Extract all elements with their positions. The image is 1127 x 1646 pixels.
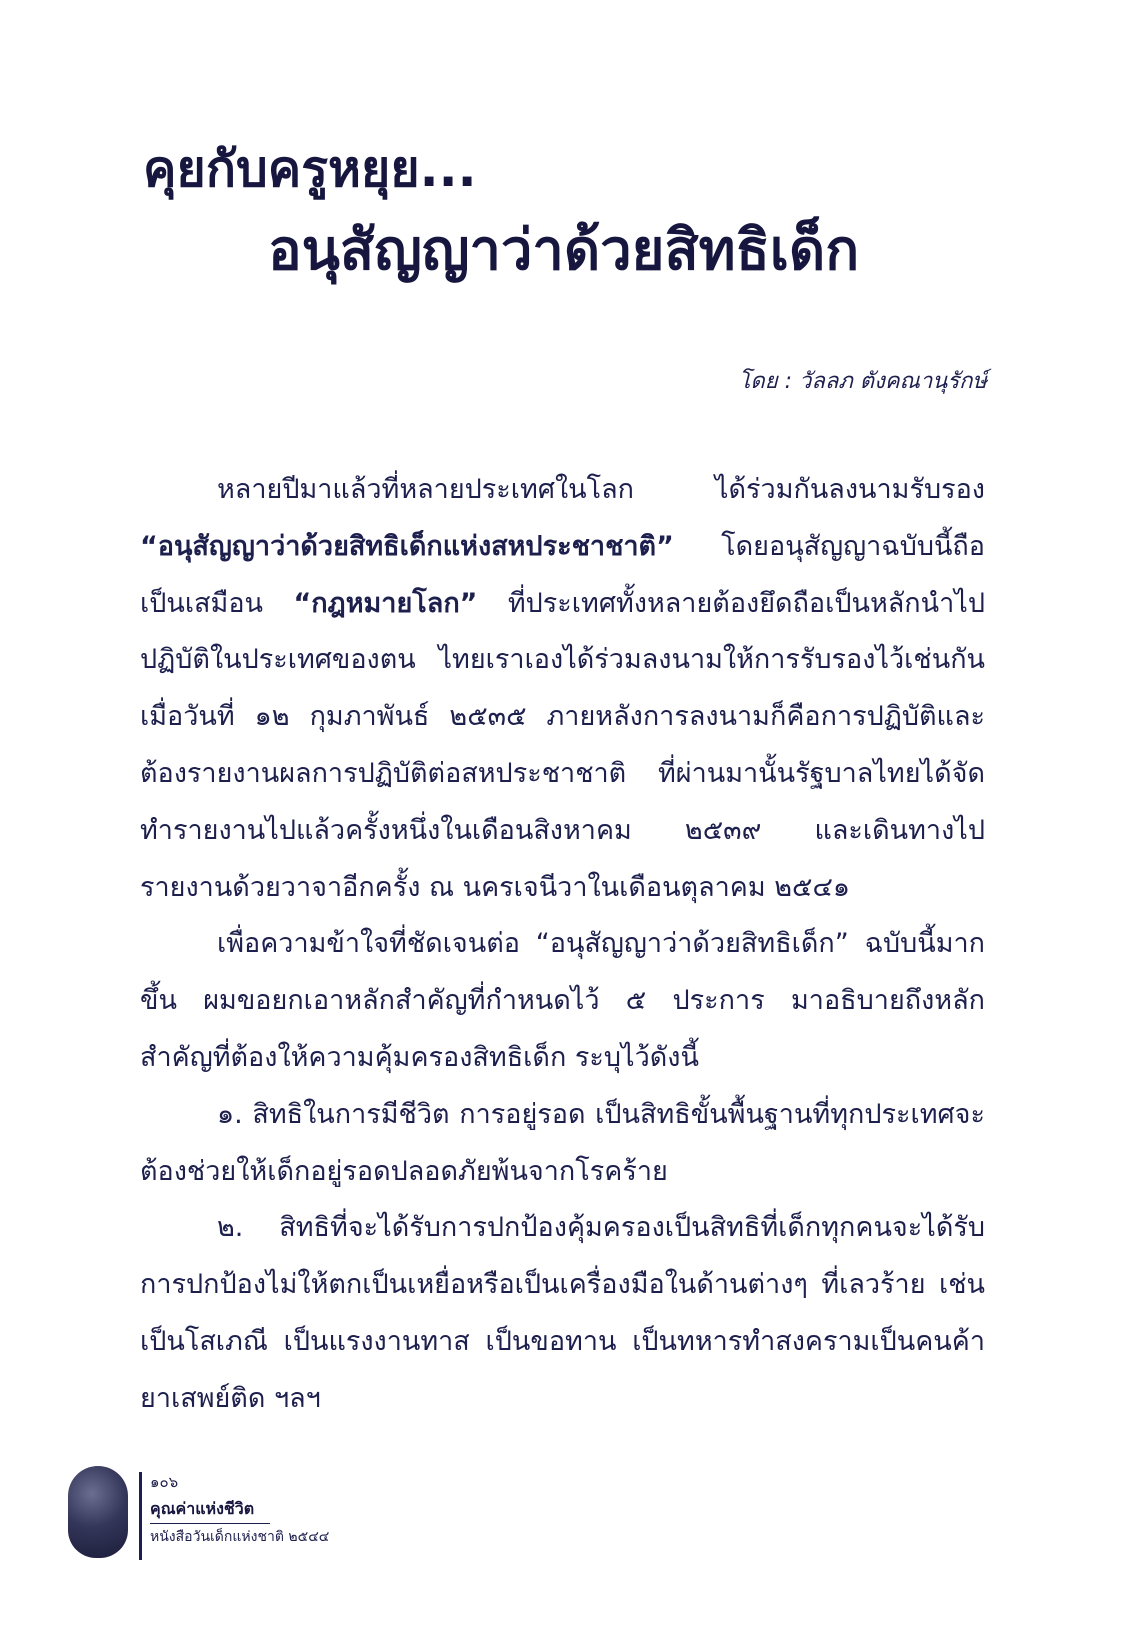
paragraph-intro-text-1: หลายปีมาแล้วที่หลายประเทศในโลก ได้ร่วมกันลงนามรับรอง <box>217 474 985 505</box>
page-number: ๑๐๖ <box>150 1473 179 1491</box>
page-footer <box>68 1466 388 1566</box>
book-title: คุณค่าแห่งชีวิต <box>150 1499 255 1518</box>
book-subtitle: หนังสือวันเด็กแห่งชาติ ๒๕๔๔ <box>150 1529 330 1545</box>
convention-name-bold: “อนุสัญญาว่าด้วยสิทธิเด็กแห่งสหประชาชาติ” <box>140 530 674 562</box>
world-law-bold: “กฎหมายโลก” <box>293 587 478 619</box>
paragraph-intro-text-3: ที่ประเทศทั้งหลายต้องยึดถือเป็นหลักนำไปปฏิบัติในประเทศของตน ไทยเราเองได้ร่วมลงนามให้การรับรองไว้เช่นกัน เมื่อวันที่ ๑๒ กุมภาพันธ์ ๒๕๓๕ ภายหลังการลงนามก็คือการปฏิบัติและต้องรายงานผลการปฏิบัติต่อสหประชาชาติ ที่ผ่านมานั้นรัฐบาลไทยได้จัดทำรายงานไปแล้วครั้งหนึ่งในเดือนสิงหาคม ๒๕๓๙ และเดินทางไปรายงานด้วยวาจาอีกครั้ง ณ นครเจนีวาในเดือนตุลาคม ๒๕๔๑ <box>140 587 985 903</box>
paragraph-intro <box>140 462 985 916</box>
paragraph-understanding: เพื่อความข้าใจที่ชัดเจนต่อ “อนุสัญญาว่าด้วยสิทธิเด็ก” ฉบับนี้มากขึ้น ผมขอยกเอาหลักสำคัญที่กำหนดไว้ ๕ ประการ มาอธิบายถึงหลักสำคัญที่ต้องให้ความคุ้มครองสิทธิเด็ก ระบุไว้ดังนี้ <box>140 928 985 1073</box>
paragraph-right-1: ๑. สิทธิในการมีชีวิต การอยู่รอด เป็นสิทธิขั้นพื้นฐานที่ทุกประเทศจะต้องช่วยให้เด็กอยู่รอดปลอดภัยพ้นจากโรคร้าย <box>140 1098 985 1187</box>
paragraph-intro-text-2: โดยอนุสัญญาฉบับนี้ถือเป็นเสมือน <box>140 530 985 619</box>
book-title-underline <box>150 1523 270 1524</box>
author-byline: โดย : วัลลภ ตังคณานุรักษ์ <box>738 369 987 394</box>
page-title-line-2: อนุสัญญาว่าด้วยสิทธิเด็ก <box>268 218 860 283</box>
page-title-line-1: คุยกับครูหยุย... <box>143 140 477 198</box>
article-body <box>140 462 985 1428</box>
footer-divider <box>139 1472 142 1560</box>
paragraph-right-2: ๒. สิทธิที่จะได้รับการปกป้องคุ้มครองเป็นสิทธิที่เด็กทุกคนจะได้รับการปกป้องไม่ให้ตกเป็นเหยื่อหรือเป็นเครื่องมือในด้านต่างๆ ที่เลวร้าย เช่น เป็นโสเภณี เป็นแรงงานทาส เป็นขอทาน เป็นทหารทำสงครามเป็นคนค้ายาเสพย์ติด ฯลฯ <box>140 1212 985 1414</box>
footer-photo <box>68 1466 128 1558</box>
